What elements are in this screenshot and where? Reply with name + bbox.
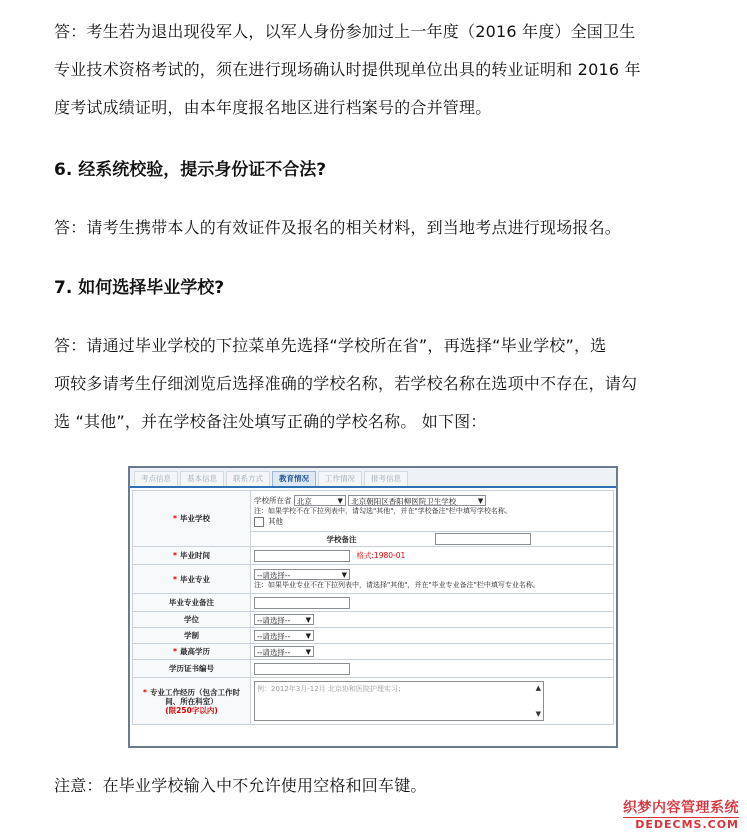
tab-exam-site[interactable]: 考点信息 [134, 471, 178, 486]
footer-note: 注意：在毕业学校输入中不允许使用空格和回车键。 [54, 776, 427, 795]
answer-5-line-3: 度考试成绩证明，由本年度报名地区进行档案号的合并管理。 [54, 98, 492, 117]
tab-basic-info[interactable]: 基本信息 [180, 471, 224, 486]
question-7-heading: 7. 如何选择毕业学校? [54, 278, 225, 298]
cell-cert-no [251, 660, 614, 678]
major-select[interactable]: --请选择-- ▼ [254, 569, 350, 580]
row-work-exp [133, 678, 614, 725]
label-duration: 学制 [133, 628, 251, 644]
cell-degree [251, 612, 614, 628]
label-work-exp: * 专业工作经历（包含工作时间、所在科室） (限250字以内) [133, 678, 251, 725]
cell-grad-time [251, 547, 614, 565]
answer-5-line-2: 专业技术资格考试的，须在进行现场确认时提供现单位出具的转业证明和 2016 年 [54, 60, 641, 79]
education-form-screenshot [128, 466, 618, 748]
tab-application[interactable]: 报考信息 [364, 471, 408, 486]
label-major-remark: 毕业专业备注 [133, 594, 251, 612]
education-select[interactable]: --请选择-- ▼ [254, 646, 314, 657]
answer-7-line-3: 选 “其他”，并在学校备注处填写正确的学校名称。 如下图： [54, 412, 487, 431]
label-school-remark: 学校备注 [251, 532, 433, 547]
school-note: 注：如果学校不在下拉列表中，请勾选"其他"，并在"学校备注"栏中填写学校名称。 [254, 507, 512, 516]
watermark-logo [623, 797, 739, 831]
row-cert-no [133, 660, 614, 678]
watermark-line-2: DEDECMS.COM [623, 817, 739, 831]
form-tab-bar [130, 468, 616, 488]
school-select[interactable]: 北京朝阳区香阳柳医院卫生学校 ▼ [348, 495, 486, 506]
paragraph-answer-7 [54, 327, 704, 441]
duration-select[interactable]: --请选择-- ▼ [254, 630, 314, 641]
question-6-heading: 6. 经系统校验，提示身份证不合法? [54, 160, 327, 180]
form-body [132, 490, 614, 725]
label-grad-time: * 毕业时间 [133, 547, 251, 565]
scroll-down-icon[interactable]: ▼ [535, 710, 541, 718]
major-note: 注：如果毕业专业不在下拉列表中，请选择"其他"，并在"毕业专业备注"栏中填写专业名称。 [254, 580, 540, 589]
cell-major-remark [251, 594, 614, 612]
watermark-line-1: 织梦内容管理系统 [623, 800, 739, 816]
other-checkbox[interactable] [254, 517, 264, 527]
major-remark-input[interactable] [254, 597, 350, 609]
cell-school-remark [432, 532, 614, 547]
tab-contact[interactable]: 联系方式 [226, 471, 270, 486]
degree-select[interactable]: --请选择-- ▼ [254, 614, 314, 625]
row-major-remark [133, 594, 614, 612]
label-cert-no: 学历证书编号 [133, 660, 251, 678]
school-province-label: 学校所在省 [254, 495, 292, 505]
province-select[interactable]: 北京 ▼ [294, 495, 346, 506]
education-table [132, 490, 614, 725]
grad-time-input[interactable] [254, 550, 350, 562]
cell-school-select [251, 491, 614, 532]
grad-time-format: 格式:1980-01 [356, 550, 406, 560]
row-grad-time [133, 547, 614, 565]
work-exp-placeholder: 例：2012年3月-12月 北京协和医院护理实习； [257, 685, 405, 693]
work-exp-limit: (限250字以内) [165, 705, 218, 715]
cert-no-input[interactable] [254, 663, 350, 675]
row-major [133, 565, 614, 594]
answer-7-line-2: 项较多请考生仔细浏览后选择准确的学校名称，若学校名称在选项中不存在，请勾 [54, 374, 638, 393]
answer-5-line-1: 答：考生若为退出现役军人，以军人身份参加过上一年度（2016 年度）全国卫生 [54, 22, 636, 41]
other-checkbox-label: 其他 [268, 517, 283, 527]
tab-education[interactable]: 教育情况 [272, 471, 316, 486]
label-degree: 学位 [133, 612, 251, 628]
row-duration [133, 628, 614, 644]
cell-work-exp [251, 678, 614, 725]
row-education [133, 644, 614, 660]
label-major: * 毕业专业 [133, 565, 251, 594]
answer-6: 答：请考生携带本人的有效证件及报名的相关材料，到当地考点进行现场报名。 [54, 218, 622, 237]
row-school [133, 491, 614, 532]
label-school: * 毕业学校 [133, 491, 251, 547]
tab-work[interactable]: 工作情况 [318, 471, 362, 486]
scroll-up-icon[interactable]: ▲ [535, 684, 541, 692]
row-degree [133, 612, 614, 628]
label-education: * 最高学历 [133, 644, 251, 660]
work-exp-textarea[interactable] [254, 681, 544, 721]
cell-major [251, 565, 614, 594]
cell-education [251, 644, 614, 660]
school-remark-input[interactable] [435, 533, 531, 545]
answer-7-line-1: 答：请通过毕业学校的下拉菜单先选择“学校所在省”，再选择“毕业学校”，选 [54, 336, 607, 355]
paragraph-answer-5 [54, 13, 704, 127]
cell-duration [251, 628, 614, 644]
